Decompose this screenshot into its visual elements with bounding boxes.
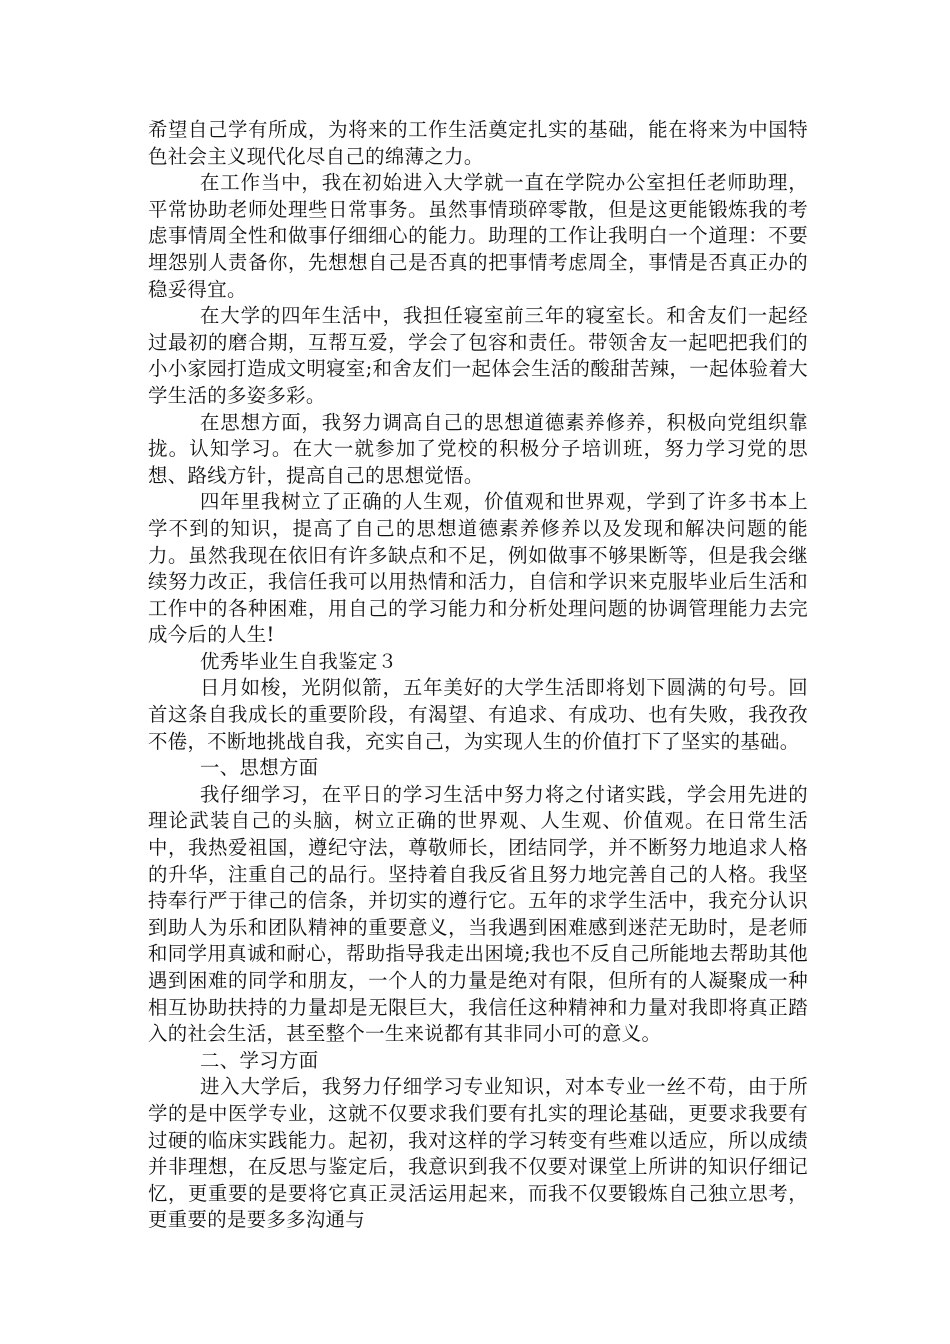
paragraph-ideology: 在思想方面，我努力调高自己的思想道德素养修养，积极向党组织靠拢。认知学习。在大一就参加了党校的积极分子培训班，努力学习党的思想、路线方针，提高自己的思想觉悟。: [148, 410, 808, 487]
paragraph-dorm-leader: 在大学的四年生活中，我担任寝室前三年的寝室长。和舍友们一起经过最初的磨合期，互帮互爱，学会了包容和责任。带领舍友一起吧把我们的小小家园打造成文明寝室;和舍友们一起体会生活的酸甜苦辣，一起体验着大学生活的多姿多彩。: [148, 304, 808, 407]
paragraph-work-assistant: 在工作当中，我在初始进入大学就一直在学院办公室担任老师助理，平常协助老师处理些日常事务。虽然事情琐碎零散，但是这更能锻炼我的考虑事情周全性和做事仔细细心的能力。助理的工作让我明白一个道理：不要埋怨别人责备你，先想想自己是否真的把事情考虑周全，事情是否真正办的稳妥得宜。: [148, 171, 808, 301]
paragraph-intro: 日月如梭，光阴似箭，五年美好的大学生活即将划下圆满的句号。回首这条自我成长的重要阶段，有渴望、有追求、有成功、也有失败，我孜孜不倦，不断地挑战自我，充实自己，为实现人生的价值打下了坚实的基础。: [148, 676, 808, 753]
section-title: 优秀毕业生自我鉴定３: [200, 649, 398, 673]
paragraph-four-years: 四年里我树立了正确的人生观，价值观和世界观，学到了许多书本上学不到的知识，提高了自己的思想道德素养修养以及发现和解决问题的能力。虽然我现在依旧有许多缺点和不足，例如做事不够果断等，但是我会继续努力改正，我信任我可以用热情和活力，自信和学识来克服毕业后生活和工作中的各种困难，用自己的学习能力和分析处理问题的协调管理能力去完成今后的人生!: [148, 490, 808, 647]
subheading-ideology: 一、思想方面: [200, 756, 319, 780]
paragraph-continuation: 希望自己学有所成，为将来的工作生活奠定扎实的基础，能在将来为中国特色社会主义现代化尽自己的绵薄之力。: [148, 118, 808, 168]
subheading-study: 二、学习方面: [200, 1048, 319, 1072]
document-body: [148, 117, 808, 1234]
paragraph-ideology-detail: 我仔细学习，在平日的学习生活中努力将之付诸实践，学会用先进的理论武装自己的头脑，树立正确的世界观、人生观、价值观。在日常生活中，我热爱祖国，遵纪守法，尊敬师长，团结同学，并不断努力地追求人格的升华，注重自己的品行。坚持着自我反省且努力地完善自己的人格。我坚持奉行严于律己的信条，并切实的遵行它。五年的求学生活中，我充分认识到助人为乐和团队精神的重要意义，当我遇到困难感到迷茫无助时，是老师和同学用真诚和耐心，帮助指导我走出困境;我也不反自己所能地去帮助其他遇到困难的同学和朋友，一个人的力量是绝对有限，但所有的人凝聚成一种相互协助扶持的力量却是无限巨大，我信任这种精神和力量对我即将真正踏入的社会生活，甚至整个一生来说都有其非同小可的意义。: [148, 782, 808, 1046]
paragraph-study-detail: 进入大学后，我努力仔细学习专业知识，对本专业一丝不苟，由于所学的是中医学专业，这就不仅要求我们要有扎实的理论基础，更要求我要有过硬的临床实践能力。起初，我对这样的学习转变有些难以适应，所以成绩并非理想，在反思与鉴定后，我意识到我不仅要对课堂上所讲的知识仔细记忆，更重要的是要将它真正灵活运用起来，而我不仅要锻炼自己独立思考，更重要的是要多多沟通与: [148, 1075, 808, 1232]
